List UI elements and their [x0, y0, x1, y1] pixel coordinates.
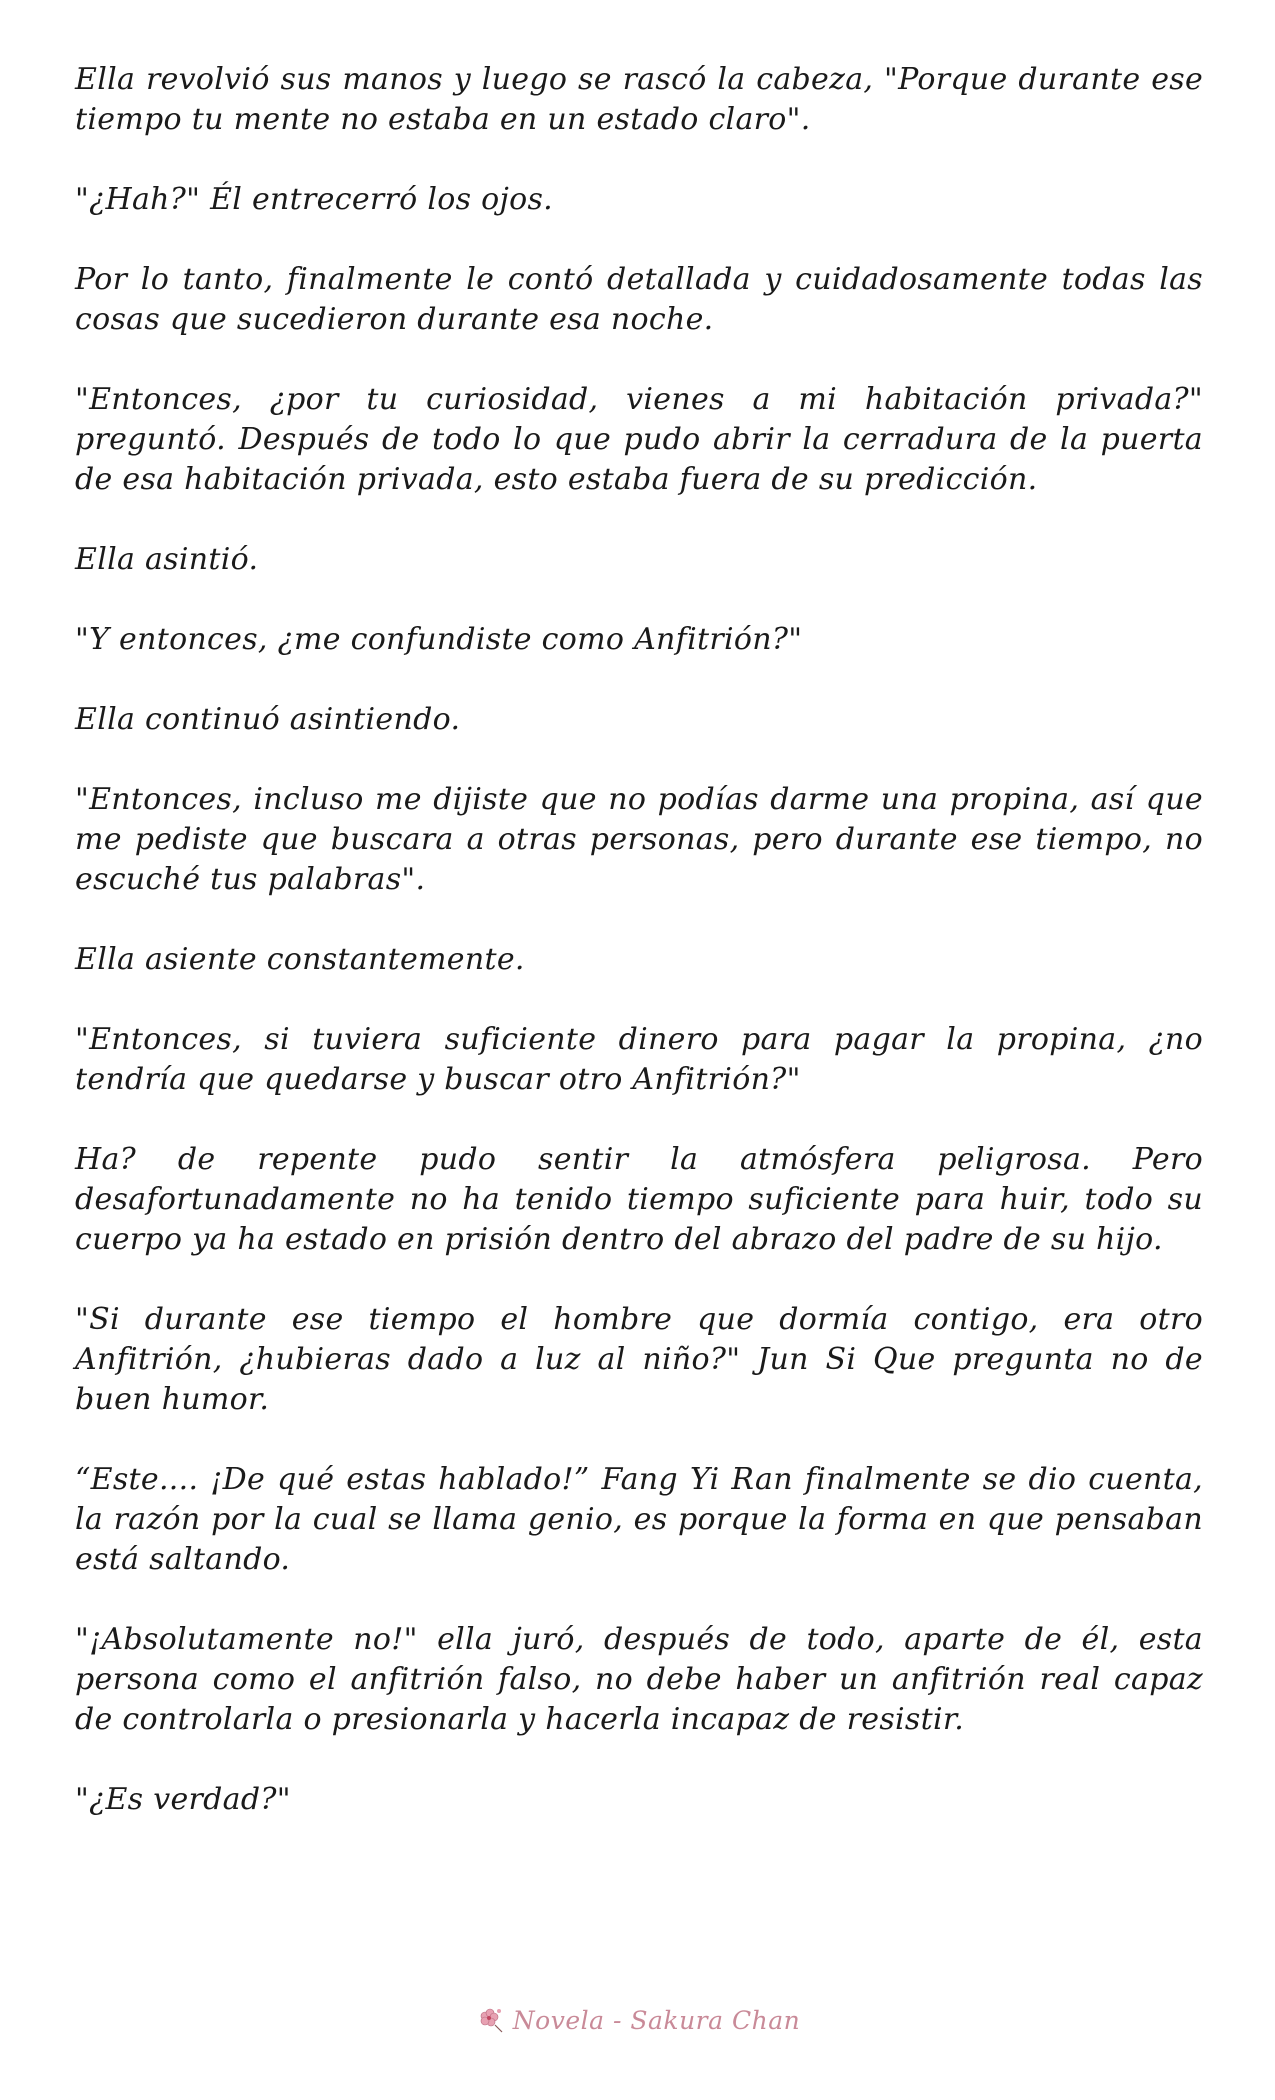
paragraph: Ella revolvió sus manos y luego se rascó la cabeza, "Porque durante ese tiempo tu mente no estaba en un estado claro".	[75, 62, 1203, 137]
paragraph: "¿Es verdad?"	[75, 1782, 291, 1817]
paragraph: Ha? de repente pudo sentir la atmósfera peligrosa. Pero desafortunadamente no ha tenido tiempo suficiente para huir, todo su cuerpo ya ha estado en prisión dentro del abrazo del padre de su hijo.	[75, 1142, 1203, 1257]
paragraph: Ella asintió.	[75, 542, 259, 577]
paragraph: Ella continuó asintiendo.	[75, 702, 461, 737]
document-body	[75, 60, 1203, 1820]
paragraph: "Y entonces, ¿me confundiste como Anfitrión?"	[75, 622, 803, 657]
paragraph: "Entonces, ¿por tu curiosidad, vienes a mi habitación privada?" preguntó. Después de todo lo que pudo abrir la cerradura de la puerta de esa habitación privada, esto estaba fuera de su predicción.	[75, 382, 1203, 497]
paragraph: "Entonces, si tuviera suficiente dinero para pagar la propina, ¿no tendría que quedarse y buscar otro Anfitrión?"	[75, 1022, 1203, 1097]
paragraph: "Si durante ese tiempo el hombre que dormía contigo, era otro Anfitrión, ¿hubieras dado a luz al niño?" Jun Si Que pregunta no de buen humor.	[75, 1302, 1203, 1417]
footer-credit: Novela - Sakura Chan	[512, 2005, 801, 2035]
sakura-flower-icon	[475, 2005, 505, 2035]
paragraph: "Entonces, incluso me dijiste que no podías darme una propina, así que me pediste que buscara a otras personas, pero durante ese tiempo, no escuché tus palabras".	[75, 782, 1203, 897]
paragraph: "¡Absolutamente no!" ella juró, después de todo, aparte de él, esta persona como el anfitrión falso, no debe haber un anfitrión real capaz de controlarla o presionarla y hacerla incapaz de resistir.	[75, 1622, 1203, 1737]
paragraph: “Este.... ¡De qué estas hablado!” Fang Yi Ran finalmente se dio cuenta, la razón por la cual se llama genio, es porque la forma en que pensaban está saltando.	[75, 1462, 1203, 1577]
footer-watermark	[0, 1998, 1275, 2042]
paragraph: Ella asiente constantemente.	[75, 942, 525, 977]
paragraph: "¿Hah?" Él entrecerró los ojos.	[75, 182, 554, 217]
paragraph: Por lo tanto, finalmente le contó detallada y cuidadosamente todas las cosas que sucedieron durante esa noche.	[75, 262, 1203, 337]
